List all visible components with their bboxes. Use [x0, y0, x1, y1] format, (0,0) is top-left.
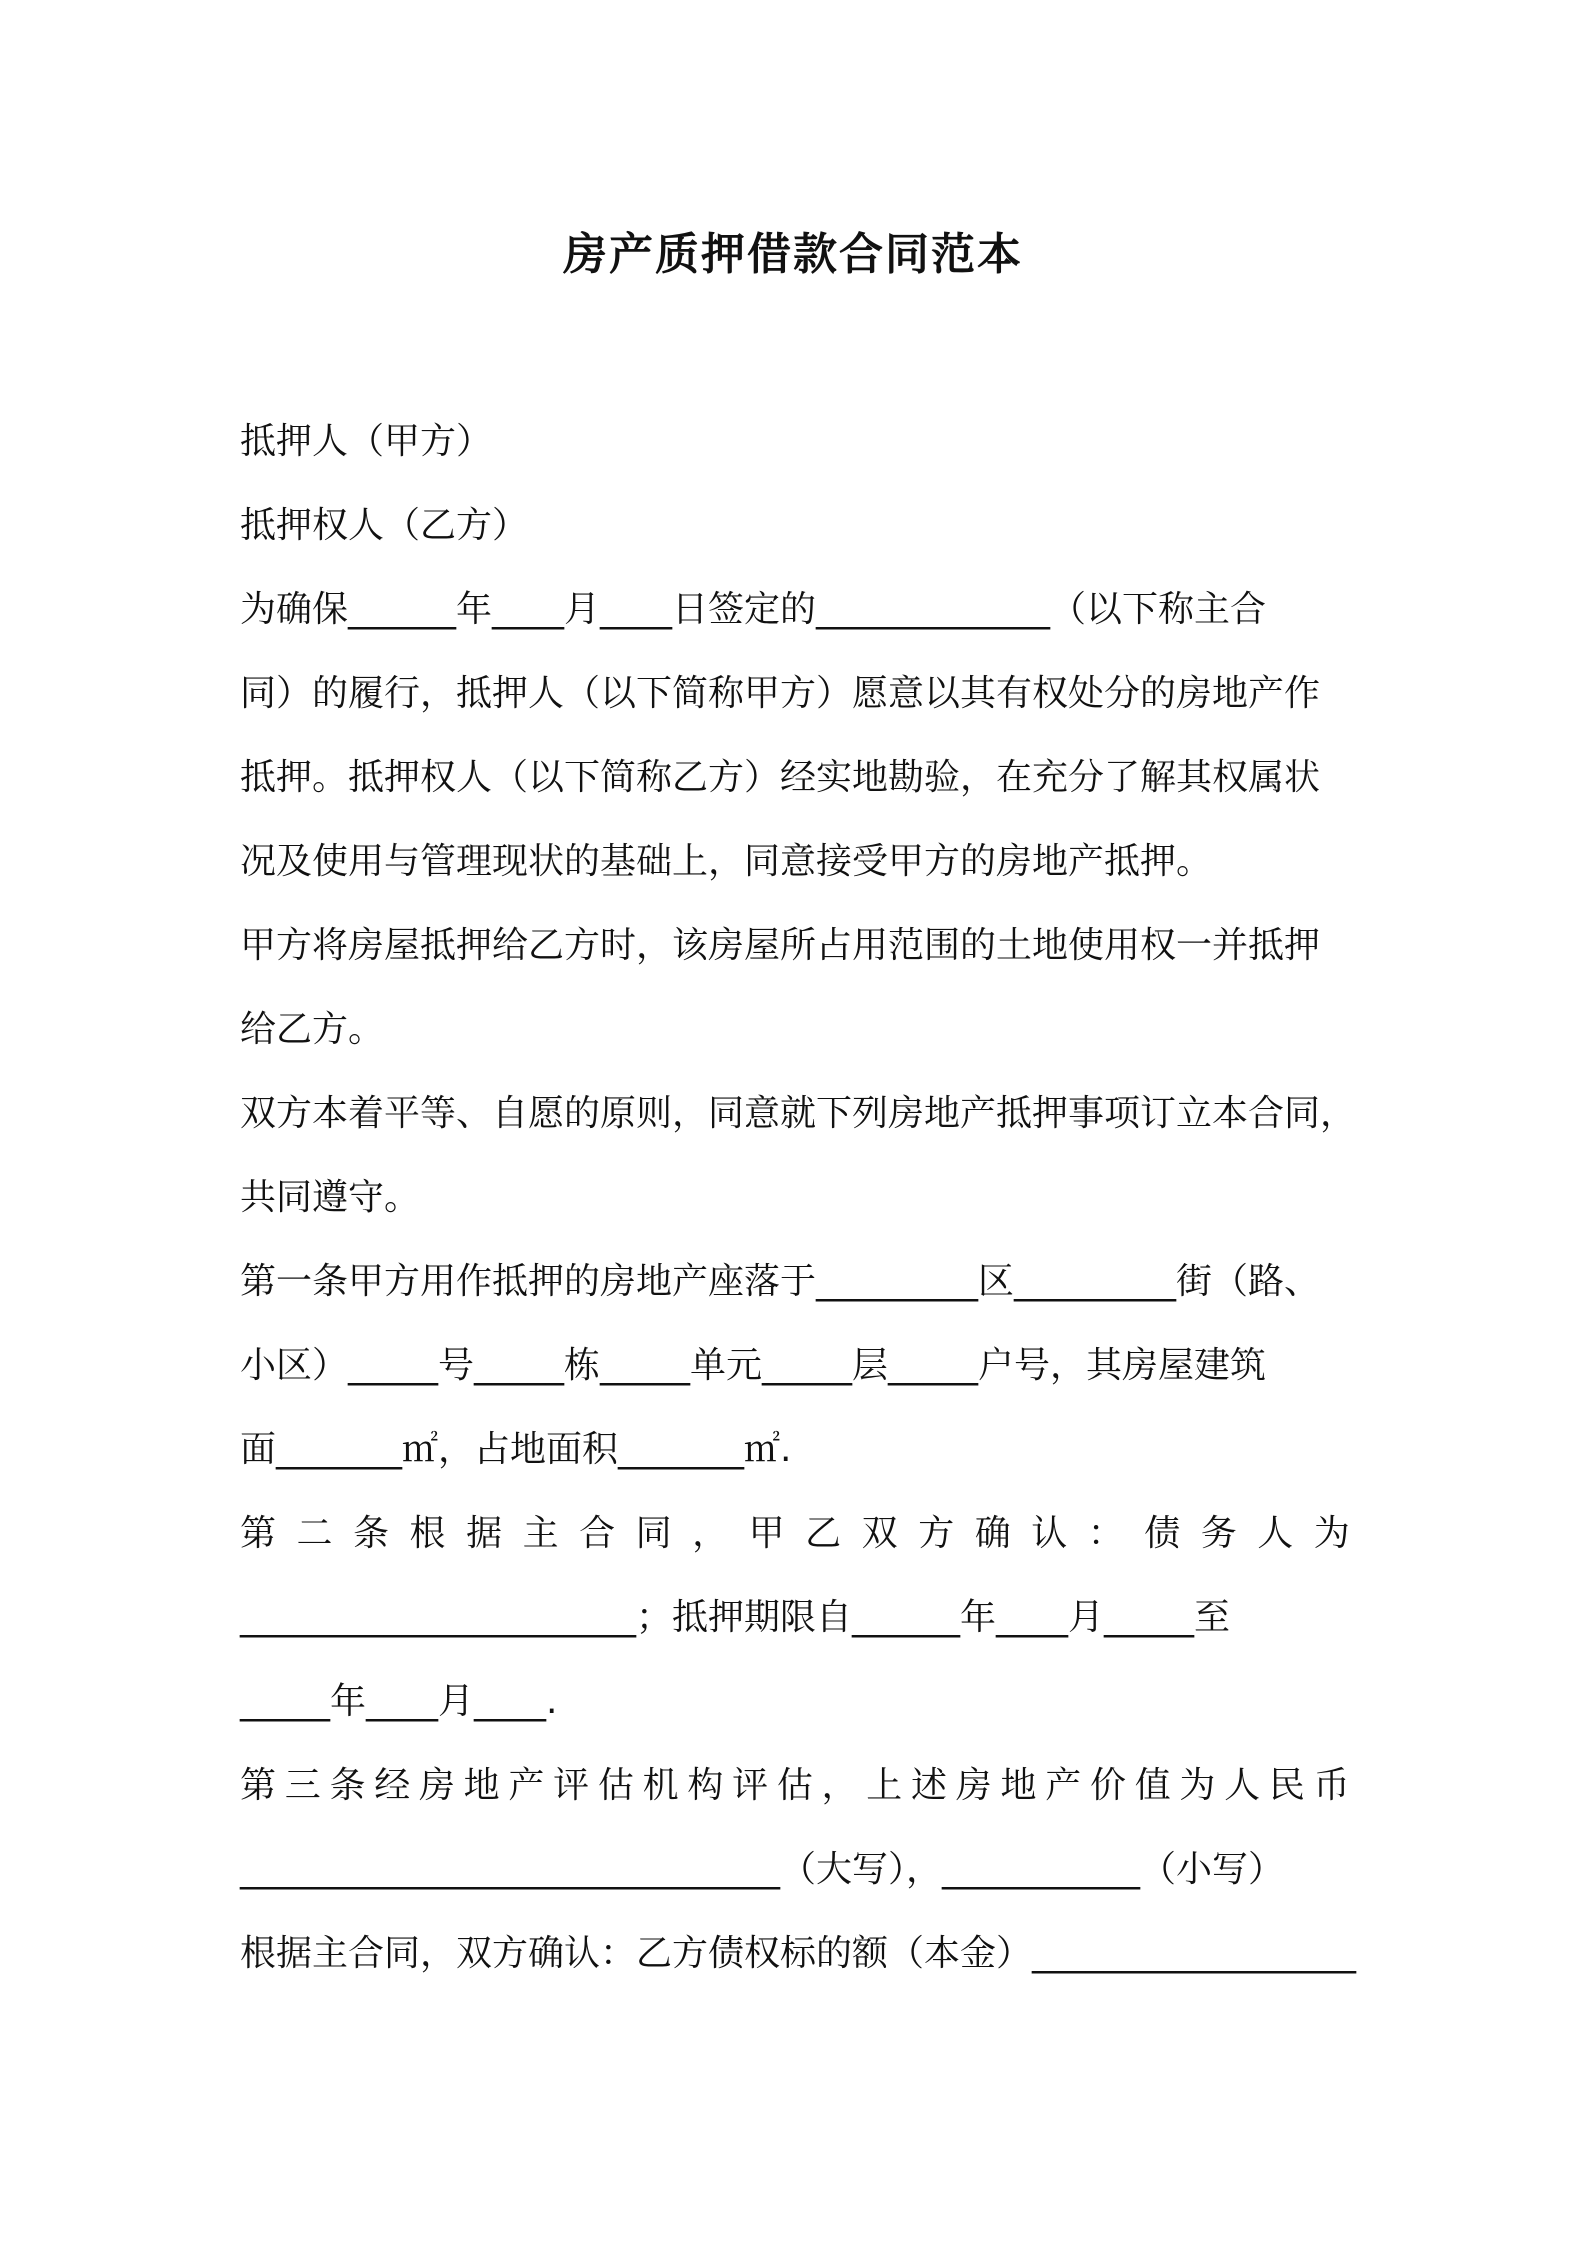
text-char: 第 [240, 1765, 277, 1806]
text-line: 况及使用与管理现状的基础上，同意接受甲方的房地产抵押。 [240, 841, 1213, 882]
text-char: ， [692, 1513, 729, 1554]
text-char: 经 [374, 1765, 411, 1806]
text-char: 产 [1045, 1765, 1082, 1806]
text-line-justified [240, 1492, 1350, 1576]
text-char: 认 [1031, 1513, 1068, 1554]
text-line: 小区）_____号_____栋_____单元_____层_____户号，其房屋建筑 [240, 1345, 1267, 1386]
text-char: 三 [284, 1765, 321, 1806]
text-char: 地 [463, 1765, 500, 1806]
text-line: 给乙方。 [240, 1009, 385, 1050]
text-char: 机 [642, 1765, 679, 1806]
text-line: 甲方将房屋抵押给乙方时，该房屋所占用范围的土地使用权一并抵押 [240, 925, 1321, 966]
text-char: 述 [911, 1765, 948, 1806]
text-char: 房 [418, 1765, 455, 1806]
text-line: 抵押。抵押权人（以下简称乙方）经实地勘验，在充分了解其权属状 [240, 757, 1321, 798]
text-char: 产 [508, 1765, 545, 1806]
text-char: ， [821, 1765, 858, 1806]
text-char: 为 [1179, 1765, 1216, 1806]
text-char: 估 [776, 1765, 813, 1806]
text-char: 方 [918, 1513, 955, 1554]
text-line-justified [240, 1744, 1350, 1828]
document-body [240, 400, 1357, 1996]
text-char: 币 [1313, 1765, 1350, 1806]
text-char: ： [1087, 1513, 1124, 1554]
text-char: 合 [579, 1513, 616, 1554]
text-char: 民 [1268, 1765, 1305, 1806]
text-char: 据 [466, 1513, 503, 1554]
text-line: 为确保______年____月____日签定的_____________（以下称主合 [240, 589, 1267, 630]
text-line: ______________________；抵押期限自______年____月_____至 [240, 1597, 1231, 1638]
text-char: 构 [687, 1765, 724, 1806]
text-char: 价 [1089, 1765, 1126, 1806]
text-line: 同）的履行，抵押人（以下简称甲方）愿意以其有权处分的房地产作 [240, 673, 1321, 714]
text-char: 人 [1224, 1765, 1261, 1806]
text-char: 评 [732, 1765, 769, 1806]
text-char: 确 [974, 1513, 1011, 1554]
text-char: 双 [861, 1513, 898, 1554]
text-char: 乙 [805, 1513, 842, 1554]
text-line: 抵押权人（乙方） [240, 505, 529, 546]
text-char: 估 [597, 1765, 634, 1806]
text-line: 抵押人（甲方） [240, 421, 493, 462]
text-char: 甲 [748, 1513, 785, 1554]
text-line: 双方本着平等、自愿的原则，同意就下列房地产抵押事项订立本合同， [240, 1093, 1357, 1134]
text-char: 条 [329, 1765, 366, 1806]
text-char: 人 [1257, 1513, 1294, 1554]
text-char: 上 [866, 1765, 903, 1806]
text-char: 评 [553, 1765, 590, 1806]
text-line: 面_______㎡，占地面积_______㎡. [240, 1429, 792, 1470]
text-line: 第一条甲方用作抵押的房地产座落于_________区_________街（路、 [240, 1261, 1321, 1302]
text-char: 同 [635, 1513, 672, 1554]
text-line: 共同遵守。 [240, 1177, 421, 1218]
text-char: 地 [1000, 1765, 1037, 1806]
text-line: 根据主合同，双方确认：乙方债权标的额（本金）__________________ [240, 1933, 1357, 1974]
text-line: _____年____月____. [240, 1681, 558, 1722]
text-char: 债 [1144, 1513, 1181, 1554]
text-char: 条 [353, 1513, 390, 1554]
text-char: 房 [955, 1765, 992, 1806]
text-line: ______________________________（大写），___________（小写） [240, 1849, 1285, 1890]
text-char: 务 [1200, 1513, 1237, 1554]
text-char: 为 [1313, 1513, 1350, 1554]
text-char: 二 [296, 1513, 333, 1554]
text-char: 根 [409, 1513, 446, 1554]
text-char: 第 [240, 1513, 277, 1554]
text-char: 值 [1134, 1765, 1171, 1806]
text-char: 主 [522, 1513, 559, 1554]
document-title: 房产质押借款合同范本 [563, 229, 1023, 280]
